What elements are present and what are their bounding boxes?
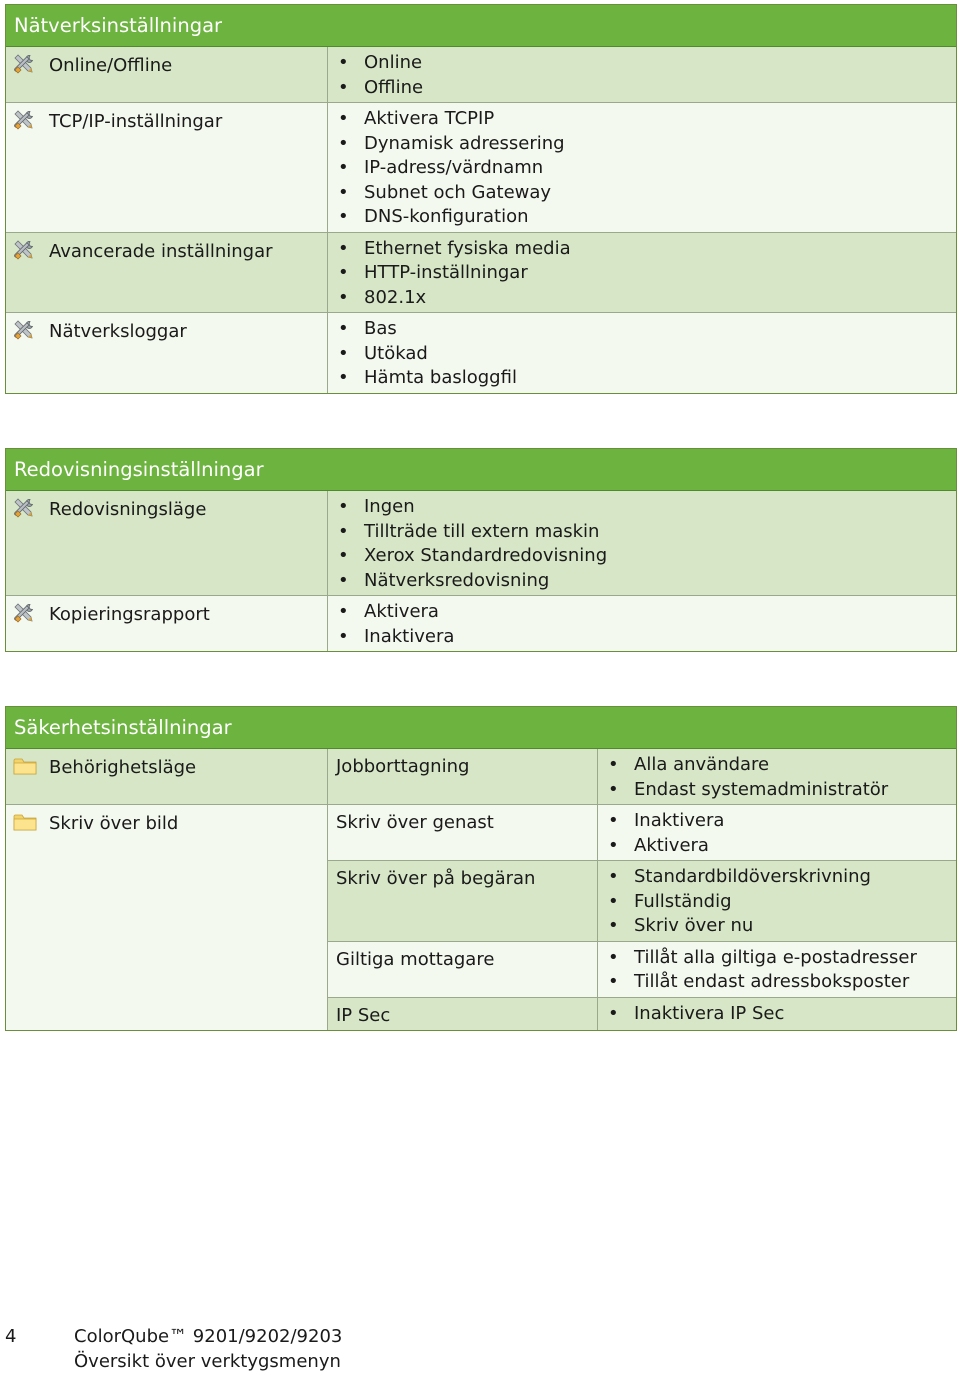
- setting-options-cell: [598, 805, 956, 860]
- option-item: • Bas: [336, 317, 948, 342]
- setting-options-cell: [598, 998, 956, 1031]
- wrench-screwdriver-icon: [13, 602, 35, 624]
- option-item: • Inaktivera: [606, 809, 948, 834]
- setting-name: Behörighetsläge: [49, 757, 197, 778]
- setting-row-redovisningslage: [6, 491, 956, 595]
- option-item: • Aktivera TCPIP: [336, 107, 948, 132]
- setting-name: Nätverksloggar: [49, 321, 187, 342]
- setting-name-cell: [6, 805, 328, 1030]
- option-item: • Hämta basloggfil: [336, 366, 948, 391]
- option-item: • Tillträde till extern maskin: [336, 520, 948, 545]
- option-item: • Dynamisk adressering: [336, 132, 948, 157]
- setting-row-online-offline: [6, 47, 956, 102]
- setting-options-cell: [328, 47, 956, 102]
- wrench-screwdriver-icon: [13, 319, 35, 341]
- page-number: 4: [5, 1326, 17, 1347]
- setting-options-cell: [328, 233, 956, 313]
- option-item: • Offline: [336, 76, 948, 101]
- option-item: • Ingen: [336, 495, 948, 520]
- setting-options-cell: [328, 491, 956, 595]
- option-list: [606, 753, 948, 802]
- setting-name-cell: [6, 313, 328, 393]
- setting-name: Avancerade inställningar: [49, 240, 273, 262]
- setting-name-cell: [6, 749, 328, 804]
- accounting-settings-table: [5, 448, 957, 652]
- setting-name: Redovisningsläge: [49, 499, 207, 520]
- setting-name-wrap: [6, 805, 327, 837]
- sub-setting-row-skriv-over-pa-begaran: [328, 860, 956, 941]
- setting-name-wrap: [6, 749, 327, 781]
- setting-name-cell: [6, 47, 328, 102]
- sub-setting-label: IP Sec: [328, 998, 598, 1031]
- option-item: • Nätverksredovisning: [336, 569, 948, 594]
- setting-options-cell: [598, 749, 956, 804]
- option-item: • 802.1x: [336, 286, 948, 311]
- setting-name: Skriv över bild: [49, 813, 179, 834]
- option-item: • Inaktivera IP Sec: [606, 1002, 948, 1027]
- setting-options-cell: [598, 861, 956, 941]
- option-list: [336, 51, 948, 100]
- sub-setting-label: Skriv över på begäran: [328, 861, 598, 941]
- sub-setting-label: Giltiga mottagare: [328, 942, 598, 997]
- security-settings-table: [5, 706, 957, 1031]
- option-item: • Skriv över nu: [606, 914, 948, 939]
- setting-options-cell: [598, 942, 956, 997]
- setting-group-behorighetslage: [6, 749, 956, 804]
- wrench-screwdriver-icon: [13, 497, 35, 519]
- footer-subtitle: Översikt över verktygsmenyn: [74, 1350, 341, 1372]
- option-item: • HTTP-inställningar: [336, 261, 948, 286]
- setting-options-cell: [328, 596, 956, 651]
- option-item: • Xerox Standardredovisning: [336, 544, 948, 569]
- option-list: [606, 865, 948, 939]
- accounting-settings-title: Redovisningsinställningar: [6, 449, 956, 491]
- option-item: • Ethernet fysiska media: [336, 237, 948, 262]
- option-item: • Tillåt endast adressboksposter: [606, 970, 948, 995]
- sub-setting-label: Skriv över genast: [328, 805, 598, 860]
- setting-row-kopieringsrapport: [6, 595, 956, 651]
- wrench-screwdriver-icon: [13, 109, 35, 131]
- setting-name-cell: [6, 103, 328, 232]
- option-item: • Inaktivera: [336, 625, 948, 650]
- option-list: [336, 317, 948, 391]
- option-list: [336, 495, 948, 593]
- folder-icon: [13, 811, 35, 833]
- option-item: • Subnet och Gateway: [336, 181, 948, 206]
- option-item: • Aktivera: [336, 600, 948, 625]
- footer-product: ColorQube™ 9201/9202/9203: [74, 1326, 343, 1347]
- option-list: [606, 1002, 948, 1027]
- setting-options-cell: [328, 313, 956, 393]
- option-item: • DNS-konfiguration: [336, 205, 948, 230]
- setting-row-avancerade-installningar: [6, 232, 956, 313]
- setting-name-cell: [6, 491, 328, 595]
- option-item: • Utökad: [336, 342, 948, 367]
- option-item: • IP-adress/värdnamn: [336, 156, 948, 181]
- setting-group-skriv-over-bild: [6, 804, 956, 1030]
- option-item: • Fullständig: [606, 890, 948, 915]
- option-list: [336, 237, 948, 311]
- setting-name: Kopieringsrapport: [49, 604, 210, 625]
- sub-setting-row-skriv-over-genast: [328, 805, 956, 860]
- wrench-screwdriver-icon: [13, 53, 35, 75]
- folder-icon: [13, 755, 35, 777]
- setting-options-cell: [328, 103, 956, 232]
- option-list: [336, 600, 948, 649]
- option-item: • Alla användare: [606, 753, 948, 778]
- sub-settings: [328, 749, 956, 804]
- setting-name: TCP/IP-inställningar: [49, 111, 223, 132]
- option-item: • Tillåt alla giltiga e-postadresser: [606, 946, 948, 971]
- wrench-screwdriver-icon: [13, 239, 35, 261]
- option-item: • Standardbildöverskrivning: [606, 865, 948, 890]
- security-settings-title: Säkerhetsinställningar: [6, 707, 956, 749]
- sub-setting-row-giltiga-mottagare: [328, 941, 956, 997]
- option-list: [606, 946, 948, 995]
- setting-row-tcp-ip-installningar: [6, 102, 956, 232]
- setting-row-natverksloggar: [6, 312, 956, 393]
- network-settings-title: Nätverksinställningar: [6, 5, 956, 47]
- sub-setting-row-jobborttagning: [328, 749, 956, 804]
- network-settings-table: [5, 4, 957, 394]
- option-item: • Online: [336, 51, 948, 76]
- setting-name-cell: [6, 233, 328, 313]
- option-item: • Aktivera: [606, 834, 948, 859]
- sub-settings: [328, 805, 956, 1030]
- setting-name-cell: [6, 596, 328, 651]
- option-list: [606, 809, 948, 858]
- sub-setting-label: Jobborttagning: [328, 749, 598, 804]
- option-item: • Endast systemadministratör: [606, 778, 948, 803]
- option-list: [336, 107, 948, 230]
- sub-setting-row-ip-sec: [328, 997, 956, 1031]
- setting-name: Online/Offline: [49, 55, 173, 76]
